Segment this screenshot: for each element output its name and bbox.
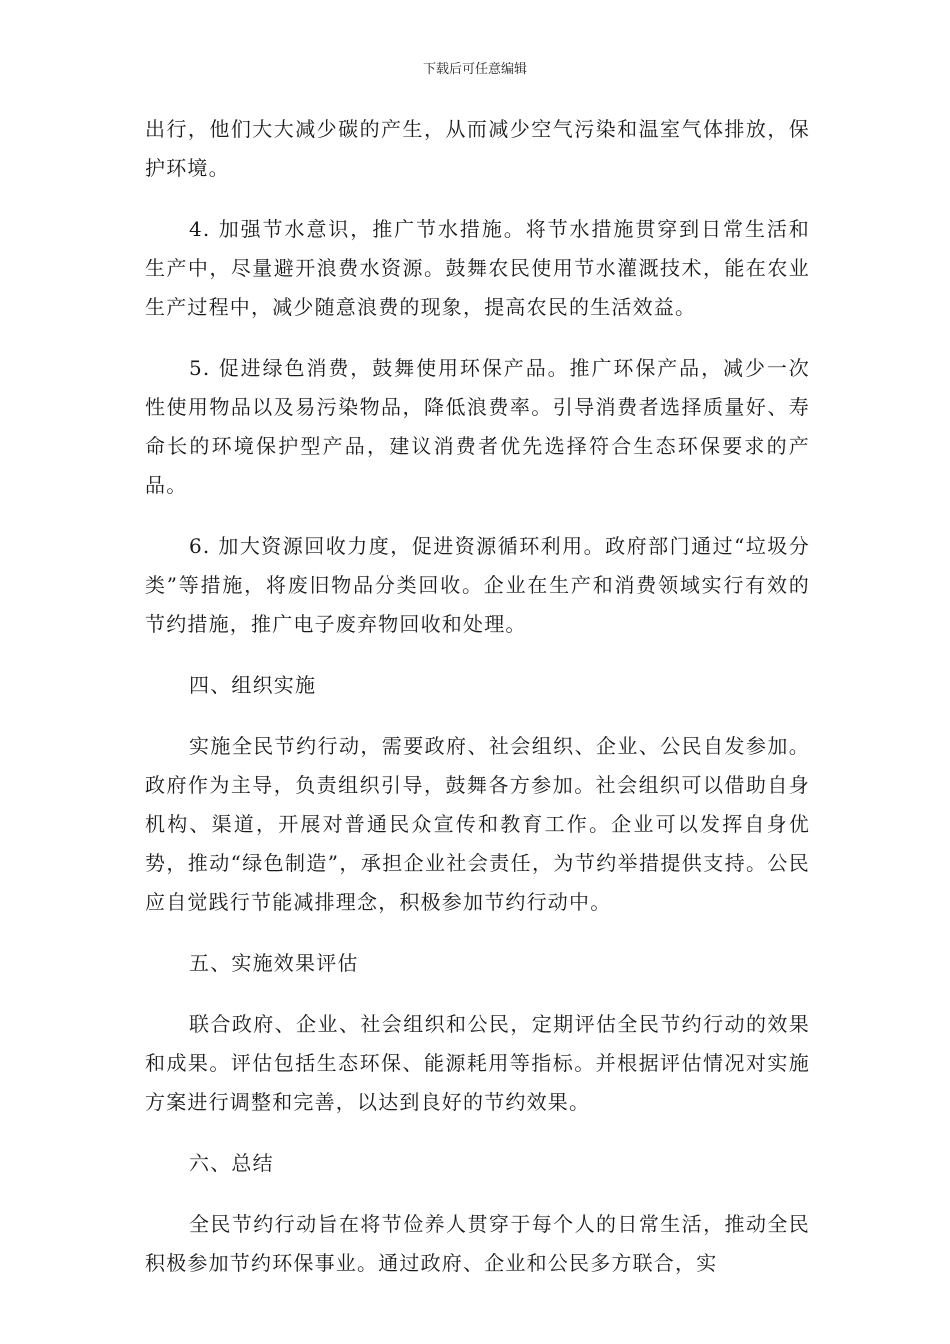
paragraph-item-5: 5. 促进绿色消费，鼓舞使用环保产品。推广环保产品，减少一次性使用物品以及易污染物品，降低浪费率。引导消费者选择质量好、寿命长的环境保护型产品，建议消费者优先选择符合生态环保要求的产品。 [145, 356, 810, 497]
section-heading-evaluation: 五、实施效果评估 [189, 951, 359, 975]
section-heading-organization: 四、组织实施 [189, 673, 317, 697]
paragraph-item-4: 4. 加强节水意识，推广节水措施。将节水措施贯穿到日常生活和生产中，尽量避开浪费水资源。鼓舞农民使用节水灌溉技术，能在农业生产过程中，减少随意浪费的现象，提高农民的生活效益。 [145, 217, 810, 319]
paragraph-evaluation: 联合政府、企业、社会组织和公民，定期评估全民节约行动的效果和成果。评估包括生态环保、能源耗用等指标。并根据评估情况对实施方案进行调整和完善，以达到良好的节约效果。 [145, 1012, 810, 1114]
document-body [145, 110, 810, 1305]
paragraph-summary: 全民节约行动旨在将节俭养人贯穿于每个人的日常生活，推动全民积极参加节约环保事业。通过政府、企业和公民多方联合，实 [145, 1212, 810, 1275]
paragraph-organization: 实施全民节约行动，需要政府、社会组织、企业、公民自发参加。政府作为主导，负责组织引导，鼓舞各方参加。社会组织可以借助自身机构、渠道，开展对普通民众宣传和教育工作。企业可以发挥自身优势，推动“绿色制造”，承担企业社会责任，为节约举措提供支持。公民应自觉践行节能减排理念，积极参加节约行动中。 [145, 734, 810, 914]
paragraph-item-6: 6. 加大资源回收力度，促进资源循环利用。政府部门通过“垃圾分类”等措施，将废旧物品分类回收。企业在生产和消费领域实行有效的节约措施，推广电子废弃物回收和处理。 [145, 534, 810, 636]
section-heading-summary: 六、总结 [189, 1151, 274, 1175]
paragraph-continuation: 出行，他们大大减少碳的产生，从而减少空气污染和温室气体排放，保护环境。 [145, 117, 810, 180]
page-header-note: 下载后可任意编辑 [422, 62, 527, 77]
